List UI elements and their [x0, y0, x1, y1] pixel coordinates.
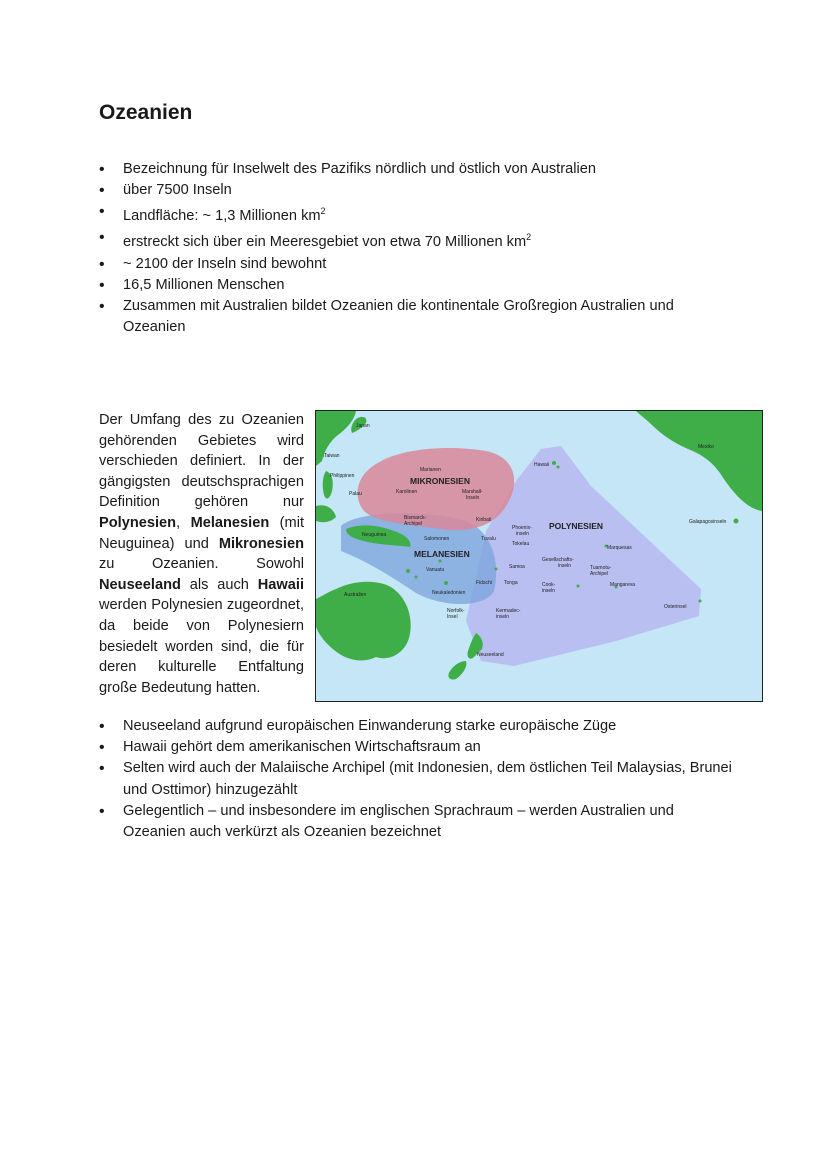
page-title: Ozeanien: [99, 101, 193, 124]
label-tuamotu-2: Archipel: [590, 571, 609, 577]
term-mikronesien: Mikronesien: [218, 535, 304, 552]
bullet-item: • Gelegentlich – und insbesondere im englischen Sprachraum – werden Australien und Ozeanien auch verkürzt als Ozeanien bezeichnet: [99, 801, 739, 843]
label-gesellschaft-2: inseln: [558, 563, 572, 569]
term-melanesien: Melanesien: [190, 514, 270, 531]
bullet-item: • Landfläche: ~ 1,3 Millionen $km^2$: [99, 201, 739, 227]
label-mexiko: Mexiko: [698, 444, 714, 450]
label-osterinsel: Osterinsel: [664, 604, 687, 610]
land-galapagos: [734, 519, 739, 524]
label-taiwan: Taiwan: [324, 453, 340, 459]
term-hawaii: Hawaii: [257, 576, 304, 593]
term-neuseeland: Neuseeland: [99, 576, 181, 593]
label-norfolk-1: Norfolk-: [447, 608, 465, 614]
term-polynesien: Polynesien: [99, 514, 177, 531]
label-samoa: Samoa: [509, 564, 525, 570]
label-marshall-2: Inseln: [466, 495, 480, 501]
bullet-item: • Selten wird auch der Malaiische Archipel (mit Indonesien, dem östlichen Teil Malaysias, Brunei und Osttimor) hinzugezählt: [99, 758, 739, 800]
label-neuguinea: Neuguinea: [362, 532, 387, 538]
label-fidschi: Fidschi: [476, 580, 492, 586]
bullet-item: • 16,5 Millionen Menschen: [99, 275, 739, 296]
label-cook-1: Cook-: [542, 582, 556, 588]
label-marquesas: Marquesas: [607, 545, 632, 551]
label-mikronesien: MIKRONESIEN: [410, 476, 470, 486]
label-tuamotu-1: Tuamotu-: [590, 565, 612, 571]
label-cook-2: inseln: [542, 588, 556, 594]
label-mangareva: Mangareva: [610, 582, 636, 588]
label-salomonen: Salomonen: [424, 536, 450, 542]
label-bismarck-1: Bismarck-: [404, 515, 427, 521]
label-norfolk-2: Insel: [447, 614, 458, 620]
label-kermadec-2: inseln: [496, 614, 510, 620]
label-hawaii: Hawaii: [534, 462, 550, 468]
bullet-item: • über 7500 Inseln: [99, 180, 739, 201]
label-gesellschaft-1: Gesellschafts-: [542, 557, 574, 563]
label-neuseeland: Neuseeland: [477, 652, 504, 658]
label-galapagos: Galapagosinseln: [689, 519, 727, 525]
label-kiribati: Kiribati: [476, 517, 492, 523]
label-japan: Japan: [356, 423, 370, 429]
label-tokelau: Tokelau: [512, 541, 530, 547]
bullet-item: • Neuseeland aufgrund europäischen Einwanderung starke europäische Züge: [99, 716, 739, 737]
label-kermadec-1: Kermadec-: [496, 608, 521, 614]
bullet-item: • Bezeichnung für Inselwelt des Pazifiks nördlich und östlich von Australien: [99, 159, 739, 180]
label-australien: Australien: [344, 592, 367, 598]
bullet-item: • erstreckt sich über ein Meeresgebiet von etwa 70 Millionen $km^2$: [99, 227, 739, 253]
more-facts-list: [99, 716, 739, 843]
label-tonga: Tonga: [504, 580, 518, 586]
label-bismarck-2: Archipel: [404, 521, 423, 527]
label-karolinen: Karolinen: [396, 489, 418, 495]
oceania-map: [315, 410, 763, 702]
label-polynesien: POLYNESIEN: [549, 521, 604, 531]
label-phoenix-1: Phoenix-: [512, 525, 532, 531]
bullet-item: • ~ 2100 der Inseln sind bewohnt: [99, 254, 739, 275]
label-vanuatu: Vanuatu: [426, 567, 445, 573]
label-melanesien: MELANESIEN: [414, 549, 470, 559]
label-marianen: Marianen: [420, 467, 441, 473]
facts-list: [99, 159, 739, 338]
land-hawaii: [552, 461, 556, 465]
intro-paragraph: Der Umfang des zu Ozeanien gehörenden Gebietes wird verschieden definiert. In der gängigsten deutschsprachigen Definition gehören nur Polynesien, Melanesien (mit Neuguinea) und Mikronesien zu Ozeanien. Sowohl Neuseeland als auch Hawaii werden Polynesien zugeordnet, da beide von Polynesiern besiedelt worden sind, die für deren kulturelle Entfaltung große Bedeutung hatten.: [99, 412, 305, 696]
bullet-item: • Hawaii gehört dem amerikanischen Wirtschaftsraum an: [99, 737, 739, 758]
label-palau: Palau: [349, 491, 362, 497]
bullet-item: • Zusammen mit Australien bildet Ozeanien die kontinentale Großregion Australien und Ozeanien: [99, 296, 739, 338]
label-phoenix-2: inseln: [516, 531, 530, 537]
label-tuvalu: Tuvalu: [481, 536, 496, 542]
label-neukaledonien: Neukaledonien: [432, 590, 466, 596]
label-philippinen: Philippinen: [330, 473, 355, 479]
label-marshall-1: Marshall-: [462, 489, 483, 495]
